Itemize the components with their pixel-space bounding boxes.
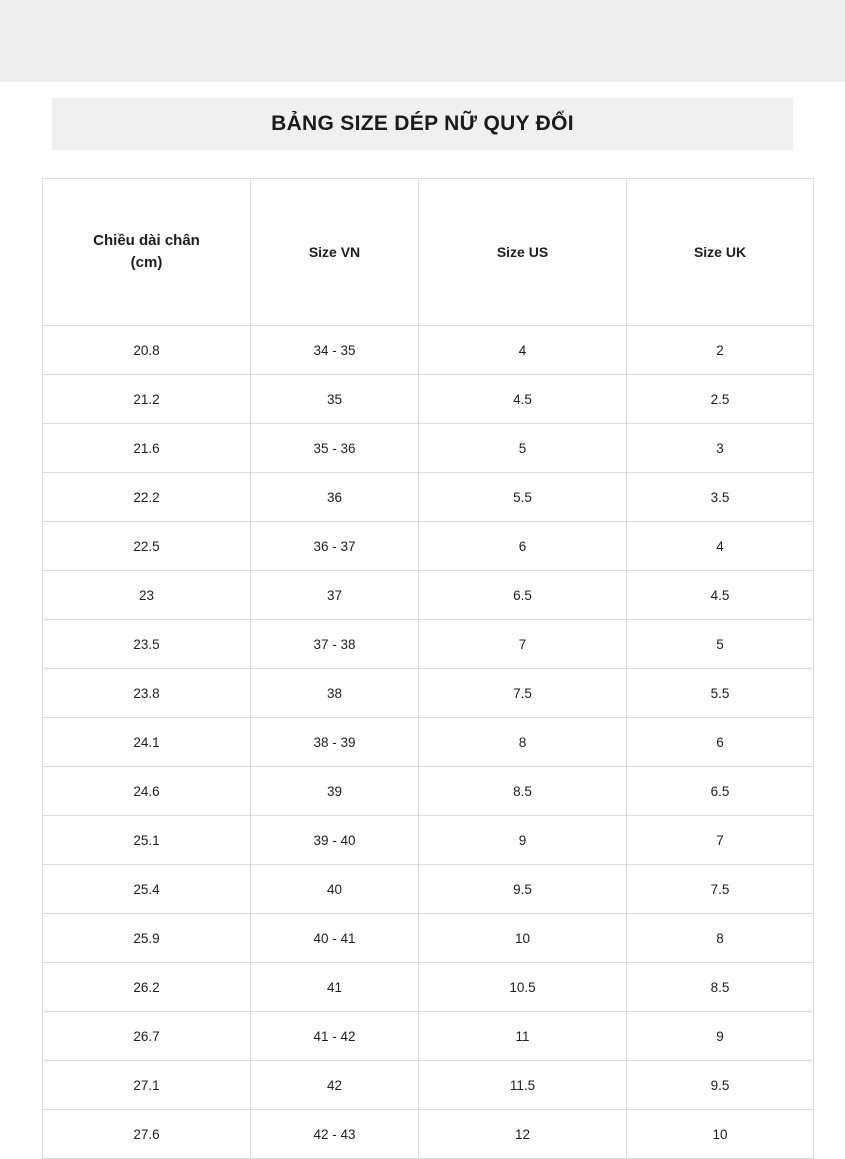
cell-size-us: 6: [419, 522, 627, 571]
cell-size-us: 4.5: [419, 375, 627, 424]
cell-size-uk: 4.5: [627, 571, 814, 620]
cell-size-us: 5.5: [419, 473, 627, 522]
cell-size-us: 7: [419, 620, 627, 669]
cell-foot-length: 27.1: [43, 1061, 251, 1110]
cell-size-uk: 3: [627, 424, 814, 473]
column-header-size-uk: Size UK: [627, 179, 814, 326]
cell-foot-length: 23.5: [43, 620, 251, 669]
cell-size-us: 9.5: [419, 865, 627, 914]
cell-foot-length: 25.4: [43, 865, 251, 914]
table-row: [43, 963, 814, 1012]
cell-foot-length: 22.2: [43, 473, 251, 522]
table-body: [43, 326, 814, 1159]
cell-size-us: 7.5: [419, 669, 627, 718]
cell-size-uk: 7: [627, 816, 814, 865]
cell-size-vn: 38 - 39: [251, 718, 419, 767]
cell-size-vn: 37: [251, 571, 419, 620]
cell-size-vn: 39: [251, 767, 419, 816]
column-header-foot-length-line1: Chiều dài chân: [93, 231, 200, 249]
cell-size-uk: 6: [627, 718, 814, 767]
cell-foot-length: 21.6: [43, 424, 251, 473]
cell-size-uk: 5.5: [627, 669, 814, 718]
cell-size-vn: 35 - 36: [251, 424, 419, 473]
table-row: [43, 326, 814, 375]
title-banner: [52, 98, 793, 150]
cell-size-uk: 10: [627, 1110, 814, 1159]
cell-size-vn: 36: [251, 473, 419, 522]
table-row: [43, 1110, 814, 1159]
cell-size-uk: 4: [627, 522, 814, 571]
cell-size-vn: 41: [251, 963, 419, 1012]
cell-size-uk: 2: [627, 326, 814, 375]
cell-size-uk: 8.5: [627, 963, 814, 1012]
cell-size-vn: 37 - 38: [251, 620, 419, 669]
table-row: [43, 473, 814, 522]
cell-foot-length: 25.9: [43, 914, 251, 963]
cell-size-us: 5: [419, 424, 627, 473]
cell-foot-length: 24.6: [43, 767, 251, 816]
table-row: [43, 1012, 814, 1061]
size-table-container: [42, 178, 813, 1159]
column-header-foot-length-line2: (cm): [130, 254, 163, 271]
cell-size-vn: 42 - 43: [251, 1110, 419, 1159]
cell-size-us: 11: [419, 1012, 627, 1061]
cell-size-us: 8: [419, 718, 627, 767]
table-row: [43, 914, 814, 963]
page-title: BẢNG SIZE DÉP NỮ QUY ĐỔI: [271, 112, 574, 135]
column-header-foot-length: [43, 179, 251, 326]
table-row: [43, 620, 814, 669]
size-conversion-table: [42, 178, 814, 1159]
cell-foot-length: 26.2: [43, 963, 251, 1012]
table-row: [43, 424, 814, 473]
size-chart-sheet: [0, 82, 845, 1159]
cell-size-vn: 39 - 40: [251, 816, 419, 865]
table-row: [43, 865, 814, 914]
table-row: [43, 571, 814, 620]
table-row: [43, 1061, 814, 1110]
table-row: [43, 522, 814, 571]
cell-foot-length: 22.5: [43, 522, 251, 571]
cell-size-us: 10.5: [419, 963, 627, 1012]
column-header-size-vn: Size VN: [251, 179, 419, 326]
table-row: [43, 718, 814, 767]
cell-size-vn: 34 - 35: [251, 326, 419, 375]
table-row: [43, 767, 814, 816]
cell-size-vn: 38: [251, 669, 419, 718]
cell-foot-length: 23: [43, 571, 251, 620]
cell-size-uk: 6.5: [627, 767, 814, 816]
cell-size-vn: 36 - 37: [251, 522, 419, 571]
cell-size-vn: 35: [251, 375, 419, 424]
cell-size-us: 11.5: [419, 1061, 627, 1110]
cell-size-us: 12: [419, 1110, 627, 1159]
cell-foot-length: 27.6: [43, 1110, 251, 1159]
cell-size-uk: 9.5: [627, 1061, 814, 1110]
cell-foot-length: 20.8: [43, 326, 251, 375]
table-header-row: [43, 179, 814, 326]
table-row: [43, 669, 814, 718]
cell-foot-length: 23.8: [43, 669, 251, 718]
cell-size-uk: 3.5: [627, 473, 814, 522]
table-row: [43, 816, 814, 865]
cell-size-vn: 40 - 41: [251, 914, 419, 963]
cell-size-uk: 8: [627, 914, 814, 963]
cell-size-us: 4: [419, 326, 627, 375]
cell-size-us: 8.5: [419, 767, 627, 816]
cell-size-uk: 5: [627, 620, 814, 669]
cell-size-uk: 7.5: [627, 865, 814, 914]
cell-size-us: 9: [419, 816, 627, 865]
cell-size-vn: 40: [251, 865, 419, 914]
table-header: [43, 179, 814, 326]
cell-foot-length: 21.2: [43, 375, 251, 424]
cell-size-vn: 41 - 42: [251, 1012, 419, 1061]
cell-size-uk: 2.5: [627, 375, 814, 424]
table-row: [43, 375, 814, 424]
cell-size-us: 10: [419, 914, 627, 963]
column-header-size-us: Size US: [419, 179, 627, 326]
cell-size-us: 6.5: [419, 571, 627, 620]
cell-foot-length: 25.1: [43, 816, 251, 865]
cell-foot-length: 26.7: [43, 1012, 251, 1061]
cell-size-uk: 9: [627, 1012, 814, 1061]
cell-size-vn: 42: [251, 1061, 419, 1110]
cell-foot-length: 24.1: [43, 718, 251, 767]
